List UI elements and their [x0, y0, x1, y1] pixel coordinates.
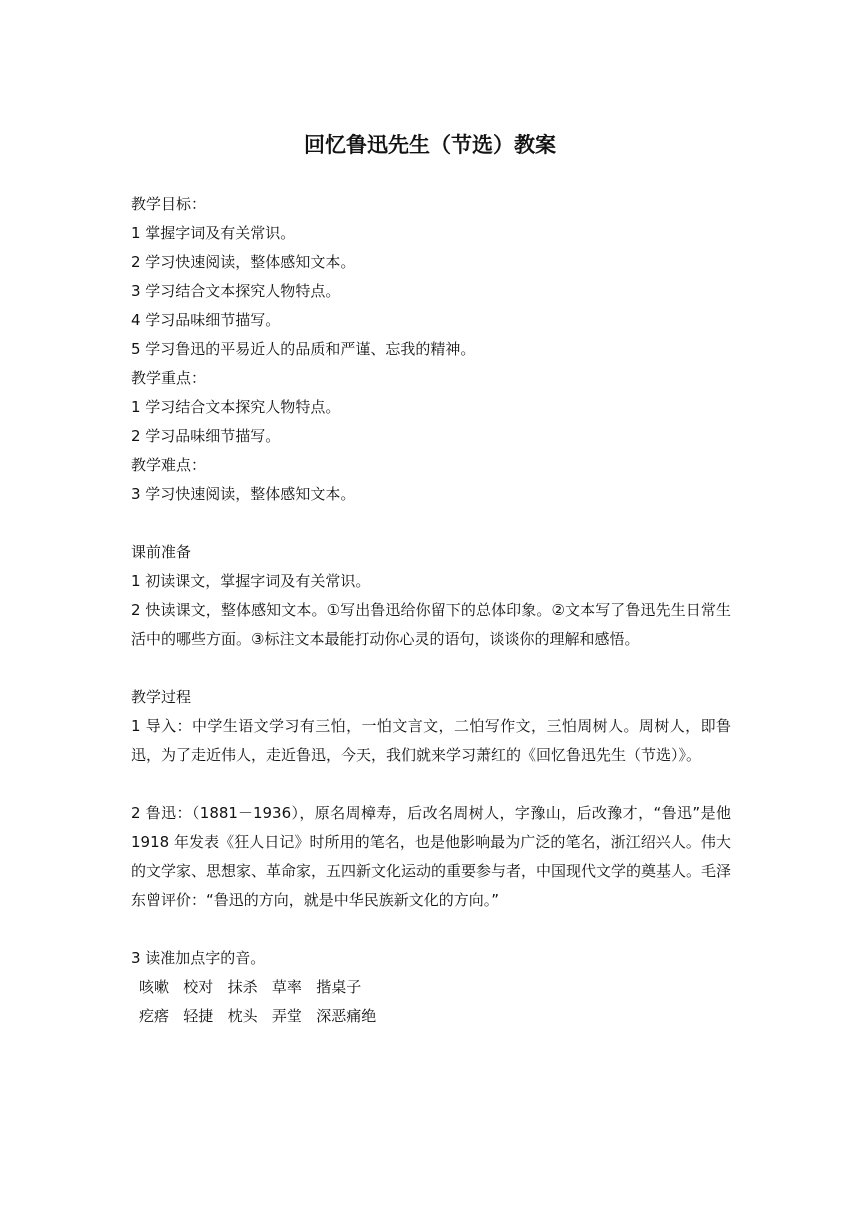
pronunciation-heading: 3 读准加点字的音。	[131, 949, 266, 967]
preparation-item: 2 快读课文，整体感知文本。①写出鲁迅给你留下的总体印象。②文本写了鲁迅先生日常生活中的哪些方面。③标注文本最能打动你心灵的语句，谈谈你的理解和感悟。	[131, 601, 731, 648]
author-paragraph: 2 鲁迅：（1881－1936），原名周樟寿，后改名周树人，字豫山，后改豫才，“鲁迅”是他 1918 年发表《狂人日记》时所用的笔名，也是他影响最为广泛的笔名，浙江绍兴人。伟大的文学家、思想家、革命家，五四新文化运动的重要参与者，中国现代文学的奠基人。毛泽东曾评价：“鲁迅的方向，就是中华民族新文化的方向。”	[131, 804, 732, 909]
process-heading: 教学过程	[131, 688, 192, 706]
objective-item: 2 学习快速阅读，整体感知文本。	[131, 253, 356, 271]
blank-line	[131, 654, 731, 683]
blank-line	[131, 770, 731, 799]
key-point-item: 2 学习品味细节描写。	[131, 427, 281, 445]
blank-line	[131, 509, 731, 538]
difficulties-heading: 教学难点：	[131, 456, 207, 474]
process-intro-paragraph: 1 导入：中学生语文学习有三怕，一怕文言文，二怕写作文，三怕周树人。周树人，即鲁迅，为了走近伟人，走近鲁迅，今天，我们就来学习萧红的《回忆鲁迅先生（节选）》。	[131, 717, 731, 764]
pronunciation-word-row: 疙瘩 轻捷 枕头 弄堂 深恶痛绝	[139, 1007, 377, 1025]
difficulty-item: 3 学习快速阅读，整体感知文本。	[131, 485, 356, 503]
blank-line	[131, 915, 731, 944]
document-title: 回忆鲁迅先生（节选）教案	[304, 133, 556, 157]
objective-item: 4 学习品味细节描写。	[131, 311, 281, 329]
objective-item: 3 学习结合文本探究人物特点。	[131, 282, 341, 300]
objectives-heading: 教学目标：	[131, 195, 207, 213]
key-point-item: 1 学习结合文本探究人物特点。	[131, 398, 341, 416]
preparation-item: 1 初读课文，掌握字词及有关常识。	[131, 572, 371, 590]
preparation-heading: 课前准备	[131, 543, 192, 561]
key-points-heading: 教学重点：	[131, 369, 207, 387]
objective-item: 1 掌握字词及有关常识。	[131, 224, 296, 242]
objective-item: 5 学习鲁迅的平易近人的品质和严谨、忘我的精神。	[131, 340, 476, 358]
document-body	[131, 190, 731, 1031]
pronunciation-word-row: 咳嗽 校对 抹杀 草率 揩桌子	[139, 978, 362, 996]
